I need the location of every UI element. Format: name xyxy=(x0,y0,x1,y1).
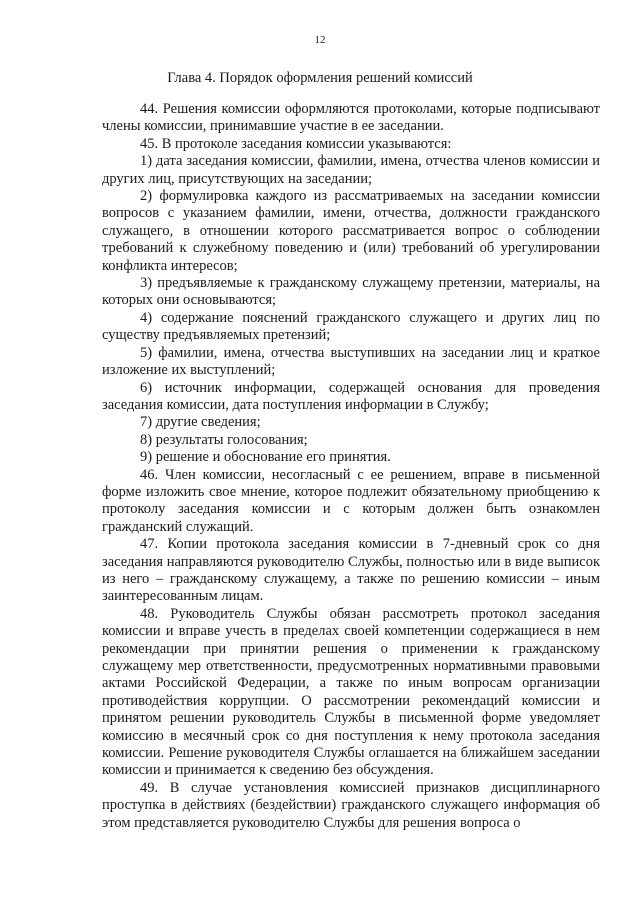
paragraph-45: 45. В протоколе заседания комиссии указываются: xyxy=(140,135,452,152)
document-body xyxy=(102,101,600,832)
paragraph-47: 47. Копии протокола заседания комиссии в 7-дневный срок со дня заседания направляются руководителю Службы, полностью или в виде выписок из него – гражданскому служащему, а также по решению комиссии – иным заинтересованным лицам. xyxy=(102,536,600,605)
paragraph-49: 49. В случае установления комиссией признаков дисциплинарного проступка в действиях (бездействии) гражданского служащего информация об этом представляется руководителю Службы для решения вопроса о xyxy=(102,779,600,831)
paragraph-48: 48. Руководитель Службы обязан рассмотреть протокол заседания комиссии и вправе учесть в пределах своей компетенции содержащиеся в нем рекомендации при принятии решения о применении к гражданскому служащему мер ответственности, предусмотренных нормативными правовыми актами Российской Федерации, а также по иным вопросам организации противодействия коррупции. О рассмотрении рекомендаций комиссии и принятом решении руководитель Службы в письменной форме уведомляет комиссию в месячный срок со дня поступления к нему протокола заседания комиссии. Решение руководителя Службы оглашается на ближайшем заседании комиссии и принимается к сведению без обсуждения. xyxy=(102,605,600,779)
list-item-4: 4) содержание пояснений гражданского служащего и других лиц по существу предъявляемых претензий; xyxy=(102,309,600,344)
list-item-9: 9) решение и обоснование его принятия. xyxy=(140,449,391,466)
list-item-6: 6) источник информации, содержащей основания для проведения заседания комиссии, дата поступления информации в Службу; xyxy=(102,379,600,413)
list-item-8: 8) результаты голосования; xyxy=(140,431,308,448)
list-item-1: 1) дата заседания комиссии, фамилии, имена, отчества членов комиссии и других лиц, присутствующих на заседании; xyxy=(102,153,600,187)
paragraph-44: 44. Решения комиссии оформляются протоколами, которые подписывают члены комиссии, принимавшие участие в ее заседании. xyxy=(102,101,600,135)
page-number: 12 xyxy=(314,34,326,46)
list-item-5: 5) фамилии, имена, отчества выступивших на заседании лиц и краткое изложение их выступлений; xyxy=(102,344,600,379)
chapter-title: Глава 4. Порядок оформления решений комиссий xyxy=(167,70,473,86)
list-item-3: 3) предъявляемые к гражданскому служащему претензии, материалы, на которых они основываются; xyxy=(102,275,600,309)
paragraph-46: 46. Член комиссии, несогласный с ее решением, вправе в письменной форме изложить свое мнение, которое подлежит обязательному приобщению к протоколу заседания комиссии и с которым должен быть ознакомлен гражданский служащий. xyxy=(102,466,600,535)
list-item-7: 7) другие сведения; xyxy=(140,414,261,431)
list-item-2: 2) формулировка каждого из рассматриваемых на заседании комиссии вопросов с указанием фамилии, имени, отчества, должности гражданского служащего, в отношении которого рассматривается вопрос о соблюдении требований к служебному поведению и (или) требований об урегулировании конфликта интересов; xyxy=(102,188,600,274)
